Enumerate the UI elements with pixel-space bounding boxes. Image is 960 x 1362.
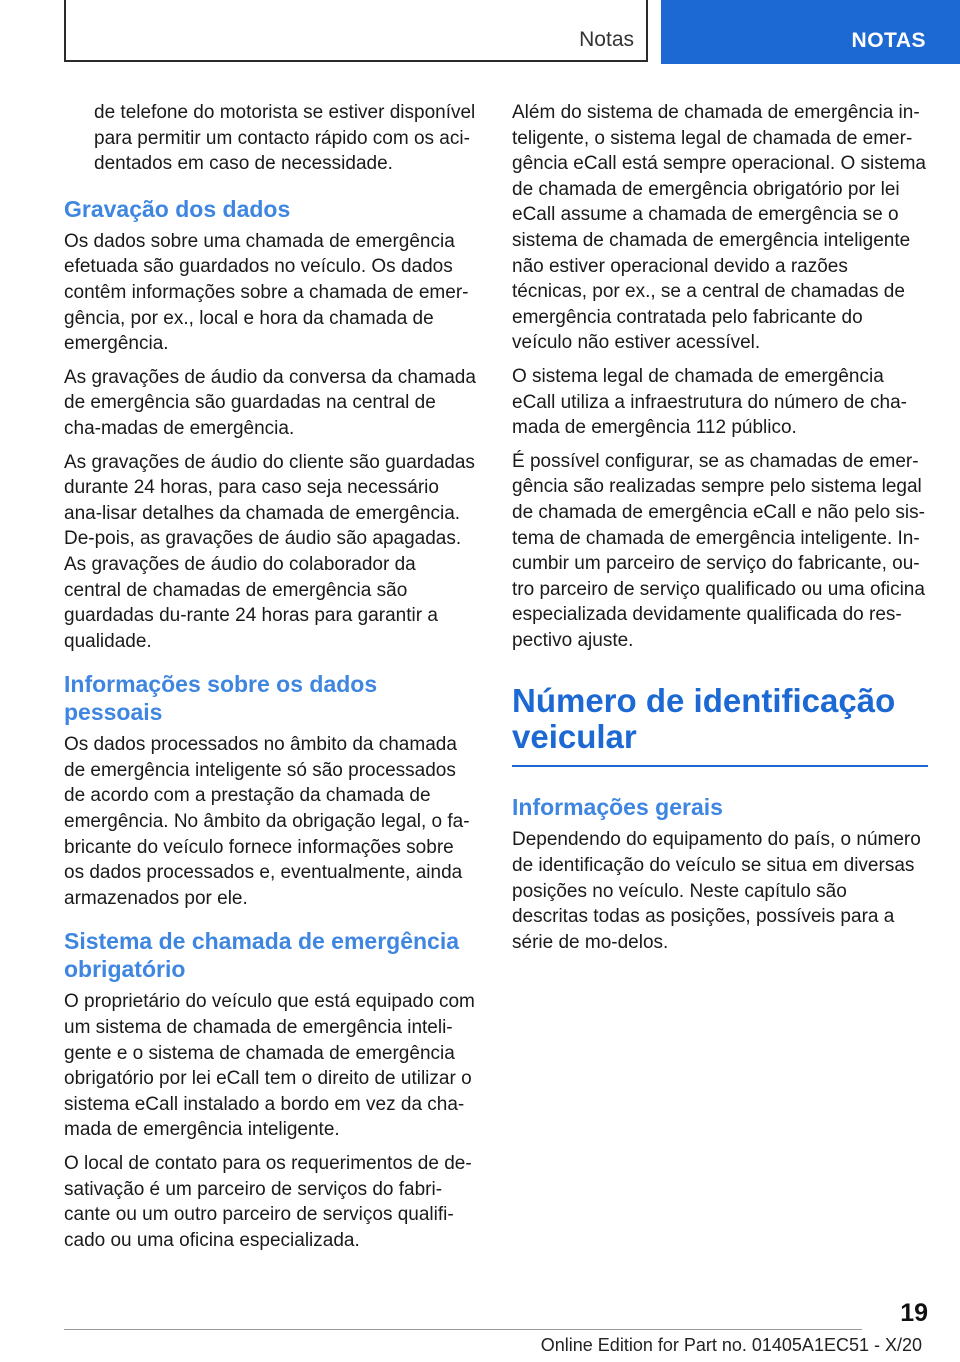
heading-gravacao-dos-dados: Gravação dos dados <box>64 195 291 222</box>
header-section-label: Notas <box>579 28 634 51</box>
left-column <box>64 100 478 1261</box>
heading-sistema-obrigatorio: Sistema de chamada de emergência obrigatório <box>64 928 460 983</box>
header-section-tab <box>64 0 648 62</box>
chapter-divider <box>512 765 928 767</box>
paragraph: As gravações de áudio da conversa da chamada de emergência são guardadas na central de cha-madas de emergência. <box>64 366 476 439</box>
heading-informacoes-gerais: Informações gerais <box>512 794 723 821</box>
chapter-heading: Número de identificação veicular <box>512 682 896 756</box>
paragraph: Além do sistema de chamada de emergência in-teligente, o sistema legal de chamada de emer-gência eCall está sempre operacional. O sistema de chamada de emergência obrigatório por lei eCall assume a chamada de emergência se o sistema de chamada de emergência inteligente não estiver operacional devido a razões técnicas, por ex., se a central de chamadas de emergência contratada pelo fabricante do veículo não estiver acessível. <box>512 102 926 354</box>
footer-edition-text: Online Edition for Part no. 01405A1EC51 - X/20 <box>540 1335 922 1355</box>
paragraph: É possível configurar, se as chamadas de emer-gência são realizadas sempre pelo sistema legal de chamada de emergência eCall e não pelo sis-tema de chamada de emergência inteligente. In-cumbir um parceiro de serviço do fabricante, ou-tro parceiro de serviço qualificado ou uma oficina especializada devidamente qualificada do res-pectivo ajuste. <box>512 450 925 651</box>
footer-divider <box>64 1329 862 1330</box>
header-chapter-label: NOTAS <box>851 29 926 52</box>
paragraph: O local de contato para os requerimentos de de-sativação é um parceiro de serviços do fabri-cante ou um outro parceiro de serviços qualifi-cado ou uma oficina especializada. <box>64 1153 472 1251</box>
paragraph: O proprietário do veículo que está equipado com um sistema de chamada de emergência inteli-gente e o sistema de chamada de emergência obrigatório por lei eCall tem o direito de utilizar o sistema eCall instalado a bordo em vez da cha-mada de emergência inteligente. <box>64 991 475 1141</box>
paragraph: Os dados sobre uma chamada de emergência efetuada são guardados no veículo. Os dados contêm informações sobre a chamada de emer-gência, por ex., local e hora da chamada de emergência. <box>64 230 469 355</box>
intro-paragraph: de telefone do motorista se estiver disponível para permitir um contacto rápido com os aci-dentados em caso de necessidade. <box>94 102 476 175</box>
paragraph: As gravações de áudio do cliente são guardadas durante 24 horas, para caso seja necessário ana-lisar detalhes da chamada de emergência. De-pois, as gravações de áudio são apagadas. As gravações de áudio do colaborador da central de chamadas de emergência são guardadas du-rante 24 horas para garantir a qualidade. <box>64 451 475 652</box>
heading-dados-pessoais: Informações sobre os dados pessoais <box>64 671 378 726</box>
header-chapter-tab <box>661 0 960 64</box>
paragraph: Dependendo do equipamento do país, o número de identificação do veículo se situa em diversas posições no veículo. Neste capítulo são descritas todas as posições, possíveis para a série de mo-delos. <box>512 829 921 953</box>
right-column <box>512 100 926 963</box>
paragraph: O sistema legal de chamada de emergência eCall utiliza a infraestrutura do número de cha-mada de emergência 112 público. <box>512 365 907 439</box>
paragraph: Os dados processados no âmbito da chamada de emergência inteligente só são processados de acordo com a prestação da chamada de emergência. No âmbito da obrigação legal, o fa-bricante do veículo fornece informações sobre os dados processados e, eventualmente, ainda armazenados por ele. <box>64 734 470 909</box>
page-number: 19 <box>900 1299 928 1327</box>
